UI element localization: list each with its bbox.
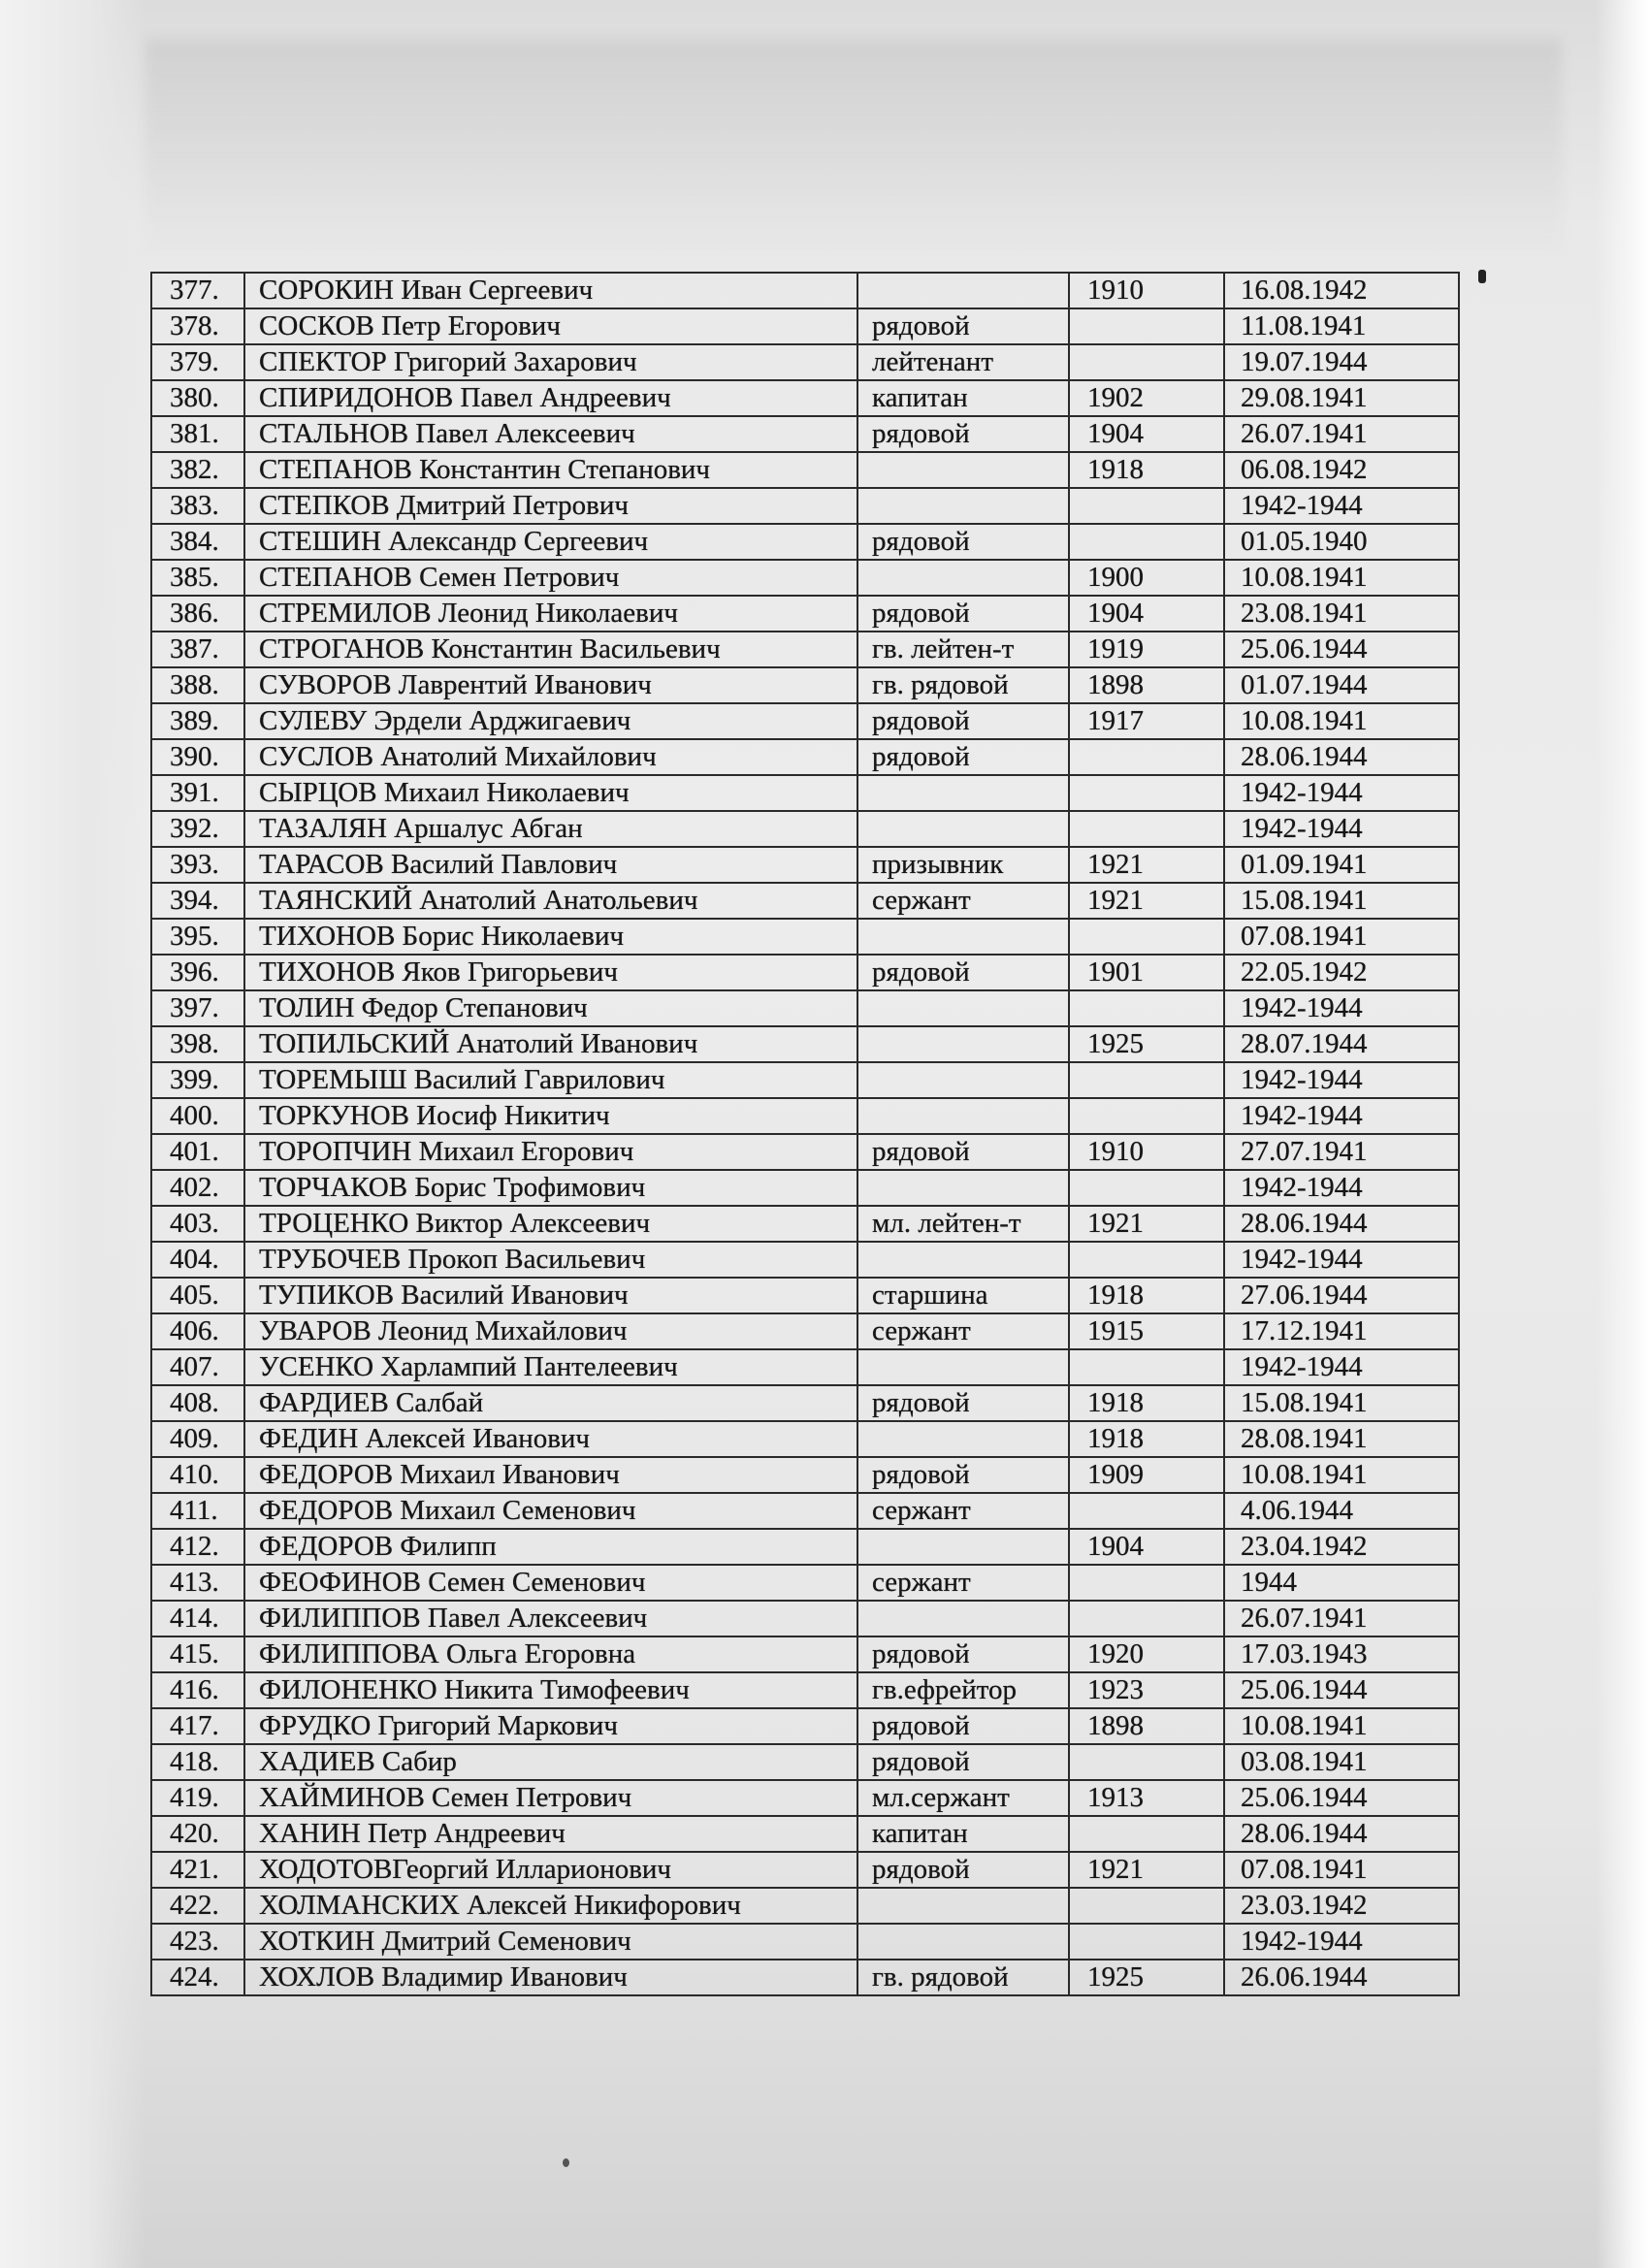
table-row bbox=[151, 1636, 1459, 1672]
date-of-death: 26.07.1941 bbox=[1224, 416, 1459, 452]
date-of-death: 1942-1944 bbox=[1224, 1924, 1459, 1960]
table-row bbox=[151, 990, 1459, 1026]
military-rank: мл.сержант bbox=[857, 1780, 1069, 1816]
row-number: 402. bbox=[151, 1170, 244, 1206]
row-number: 380. bbox=[151, 380, 244, 416]
table-row bbox=[151, 703, 1459, 739]
row-number: 397. bbox=[151, 990, 244, 1026]
table-row bbox=[151, 1493, 1459, 1529]
birth-year: 1910 bbox=[1069, 273, 1224, 308]
military-rank: рядовой bbox=[857, 703, 1069, 739]
table-row bbox=[151, 416, 1459, 452]
table-row bbox=[151, 739, 1459, 775]
person-name: ТОРЧАКОВ Борис Трофимович bbox=[244, 1170, 857, 1206]
person-name: СТРЕМИЛОВ Леонид Николаевич bbox=[244, 596, 857, 632]
military-rank bbox=[857, 1529, 1069, 1565]
table-row bbox=[151, 1457, 1459, 1493]
military-rank: лейтенант bbox=[857, 344, 1069, 380]
table-row bbox=[151, 1601, 1459, 1636]
date-of-death: 03.08.1941 bbox=[1224, 1744, 1459, 1780]
row-number: 411. bbox=[151, 1493, 244, 1529]
military-rank: рядовой bbox=[857, 1134, 1069, 1170]
person-name: ФАРДИЕВ Салбай bbox=[244, 1385, 857, 1421]
date-of-death: 1942-1944 bbox=[1224, 811, 1459, 847]
military-rank: рядовой bbox=[857, 416, 1069, 452]
military-rank bbox=[857, 560, 1069, 596]
date-of-death: 28.08.1941 bbox=[1224, 1421, 1459, 1457]
table-row bbox=[151, 308, 1459, 344]
table-row bbox=[151, 452, 1459, 488]
military-rank: гв. лейтен-т bbox=[857, 632, 1069, 667]
military-rank bbox=[857, 1924, 1069, 1960]
date-of-death: 16.08.1942 bbox=[1224, 273, 1459, 308]
row-number: 418. bbox=[151, 1744, 244, 1780]
birth-year bbox=[1069, 1098, 1224, 1134]
birth-year bbox=[1069, 1565, 1224, 1601]
ink-dot bbox=[563, 2158, 569, 2167]
birth-year: 1913 bbox=[1069, 1780, 1224, 1816]
date-of-death: 01.05.1940 bbox=[1224, 524, 1459, 560]
date-of-death: 10.08.1941 bbox=[1224, 703, 1459, 739]
person-name: ФЕДОРОВ Филипп bbox=[244, 1529, 857, 1565]
scan-shadow bbox=[146, 39, 1562, 252]
military-rank: сержант bbox=[857, 1565, 1069, 1601]
birth-year: 1901 bbox=[1069, 955, 1224, 990]
row-number: 403. bbox=[151, 1206, 244, 1242]
military-rank bbox=[857, 775, 1069, 811]
military-rank: рядовой bbox=[857, 739, 1069, 775]
birth-year bbox=[1069, 919, 1224, 955]
birth-year: 1915 bbox=[1069, 1313, 1224, 1349]
table-row bbox=[151, 1852, 1459, 1888]
birth-year: 1904 bbox=[1069, 596, 1224, 632]
person-name: ТРОЦЕНКО Виктор Алексеевич bbox=[244, 1206, 857, 1242]
person-name: ХАДИЕВ Сабир bbox=[244, 1744, 857, 1780]
birth-year: 1910 bbox=[1069, 1134, 1224, 1170]
table-row bbox=[151, 775, 1459, 811]
casualty-list-table bbox=[150, 272, 1460, 1996]
birth-year bbox=[1069, 344, 1224, 380]
date-of-death: 19.07.1944 bbox=[1224, 344, 1459, 380]
person-name: ТИХОНОВ Борис Николаевич bbox=[244, 919, 857, 955]
birth-year bbox=[1069, 488, 1224, 524]
birth-year bbox=[1069, 1242, 1224, 1278]
row-number: 404. bbox=[151, 1242, 244, 1278]
military-rank: капитан bbox=[857, 380, 1069, 416]
table-row bbox=[151, 955, 1459, 990]
person-name: СТАЛЬНОВ Павел Алексеевич bbox=[244, 416, 857, 452]
date-of-death: 1942-1944 bbox=[1224, 775, 1459, 811]
date-of-death: 29.08.1941 bbox=[1224, 380, 1459, 416]
person-name: УВАРОВ Леонид Михайлович bbox=[244, 1313, 857, 1349]
military-rank bbox=[857, 1098, 1069, 1134]
birth-year bbox=[1069, 1888, 1224, 1924]
birth-year bbox=[1069, 1170, 1224, 1206]
birth-year: 1925 bbox=[1069, 1960, 1224, 1995]
person-name: СПЕКТОР Григорий Захарович bbox=[244, 344, 857, 380]
row-number: 379. bbox=[151, 344, 244, 380]
military-rank bbox=[857, 1421, 1069, 1457]
row-number: 401. bbox=[151, 1134, 244, 1170]
person-name: ХОТКИН Дмитрий Семенович bbox=[244, 1924, 857, 1960]
table-row bbox=[151, 596, 1459, 632]
row-number: 423. bbox=[151, 1924, 244, 1960]
birth-year bbox=[1069, 1349, 1224, 1385]
table-row bbox=[151, 1134, 1459, 1170]
person-name: СУВОРОВ Лаврентий Иванович bbox=[244, 667, 857, 703]
date-of-death: 10.08.1941 bbox=[1224, 1457, 1459, 1493]
table-row bbox=[151, 380, 1459, 416]
person-name: ФЕДОРОВ Михаил Иванович bbox=[244, 1457, 857, 1493]
military-rank bbox=[857, 488, 1069, 524]
military-rank: капитан bbox=[857, 1816, 1069, 1852]
military-rank bbox=[857, 1062, 1069, 1098]
row-number: 392. bbox=[151, 811, 244, 847]
row-number: 398. bbox=[151, 1026, 244, 1062]
table-row bbox=[151, 560, 1459, 596]
person-name: СТЕПАНОВ Семен Петрович bbox=[244, 560, 857, 596]
person-name: СОРОКИН Иван Сергеевич bbox=[244, 273, 857, 308]
table-row bbox=[151, 847, 1459, 883]
row-number: 384. bbox=[151, 524, 244, 560]
date-of-death: 17.03.1943 bbox=[1224, 1636, 1459, 1672]
table-row bbox=[151, 1960, 1459, 1995]
military-rank: рядовой bbox=[857, 1852, 1069, 1888]
military-rank: гв. рядовой bbox=[857, 667, 1069, 703]
date-of-death: 23.03.1942 bbox=[1224, 1888, 1459, 1924]
birth-year: 1898 bbox=[1069, 1708, 1224, 1744]
person-name: СУЛЕВУ Эрдели Арджигаевич bbox=[244, 703, 857, 739]
person-name: СПИРИДОНОВ Павел Андреевич bbox=[244, 380, 857, 416]
date-of-death: 25.06.1944 bbox=[1224, 632, 1459, 667]
row-number: 389. bbox=[151, 703, 244, 739]
person-name: ТОПИЛЬСКИЙ Анатолий Иванович bbox=[244, 1026, 857, 1062]
date-of-death: 1944 bbox=[1224, 1565, 1459, 1601]
person-name: СТЕПКОВ Дмитрий Петрович bbox=[244, 488, 857, 524]
row-number: 410. bbox=[151, 1457, 244, 1493]
person-name: ТАЯНСКИЙ Анатолий Анатольевич bbox=[244, 883, 857, 919]
military-rank bbox=[857, 1170, 1069, 1206]
military-rank bbox=[857, 811, 1069, 847]
military-rank: рядовой bbox=[857, 1744, 1069, 1780]
person-name: ФЕОФИНОВ Семен Семенович bbox=[244, 1565, 857, 1601]
person-name: ТОЛИН Федор Степанович bbox=[244, 990, 857, 1026]
table-row bbox=[151, 1062, 1459, 1098]
row-number: 386. bbox=[151, 596, 244, 632]
birth-year: 1921 bbox=[1069, 847, 1224, 883]
row-number: 412. bbox=[151, 1529, 244, 1565]
military-rank bbox=[857, 1601, 1069, 1636]
row-number: 409. bbox=[151, 1421, 244, 1457]
birth-year bbox=[1069, 1062, 1224, 1098]
row-number: 406. bbox=[151, 1313, 244, 1349]
row-number: 388. bbox=[151, 667, 244, 703]
birth-year: 1900 bbox=[1069, 560, 1224, 596]
person-name: ТИХОНОВ Яков Григорьевич bbox=[244, 955, 857, 990]
table-row bbox=[151, 1672, 1459, 1708]
row-number: 417. bbox=[151, 1708, 244, 1744]
row-number: 422. bbox=[151, 1888, 244, 1924]
table-row bbox=[151, 1421, 1459, 1457]
person-name: ТОРЕМЫШ Василий Гаврилович bbox=[244, 1062, 857, 1098]
date-of-death: 15.08.1941 bbox=[1224, 1385, 1459, 1421]
table-row bbox=[151, 1888, 1459, 1924]
birth-year: 1923 bbox=[1069, 1672, 1224, 1708]
table-row bbox=[151, 524, 1459, 560]
table-row bbox=[151, 1349, 1459, 1385]
birth-year bbox=[1069, 1816, 1224, 1852]
military-rank bbox=[857, 919, 1069, 955]
person-name: ФРУДКО Григорий Маркович bbox=[244, 1708, 857, 1744]
table-row bbox=[151, 632, 1459, 667]
table-row bbox=[151, 883, 1459, 919]
table-row bbox=[151, 1170, 1459, 1206]
row-number: 420. bbox=[151, 1816, 244, 1852]
person-name: ТОРКУНОВ Иосиф Никитич bbox=[244, 1098, 857, 1134]
row-number: 390. bbox=[151, 739, 244, 775]
birth-year: 1918 bbox=[1069, 452, 1224, 488]
birth-year bbox=[1069, 1601, 1224, 1636]
military-rank bbox=[857, 1888, 1069, 1924]
birth-year: 1921 bbox=[1069, 1206, 1224, 1242]
military-rank: старшина bbox=[857, 1278, 1069, 1313]
date-of-death: 1942-1944 bbox=[1224, 1062, 1459, 1098]
person-name: ТОРОПЧИН Михаил Егорович bbox=[244, 1134, 857, 1170]
birth-year bbox=[1069, 1744, 1224, 1780]
birth-year: 1919 bbox=[1069, 632, 1224, 667]
page-left-margin bbox=[0, 0, 146, 2268]
row-number: 381. bbox=[151, 416, 244, 452]
birth-year bbox=[1069, 811, 1224, 847]
birth-year: 1925 bbox=[1069, 1026, 1224, 1062]
person-name: ХОЛМАНСКИХ Алексей Никифорович bbox=[244, 1888, 857, 1924]
person-name: ТРУБОЧЕВ Прокоп Васильевич bbox=[244, 1242, 857, 1278]
birth-year bbox=[1069, 739, 1224, 775]
birth-year bbox=[1069, 775, 1224, 811]
row-number: 421. bbox=[151, 1852, 244, 1888]
ink-speck bbox=[1478, 270, 1486, 283]
table-row bbox=[151, 1780, 1459, 1816]
date-of-death: 23.08.1941 bbox=[1224, 596, 1459, 632]
row-number: 413. bbox=[151, 1565, 244, 1601]
table-row bbox=[151, 919, 1459, 955]
birth-year: 1898 bbox=[1069, 667, 1224, 703]
row-number: 424. bbox=[151, 1960, 244, 1995]
military-rank bbox=[857, 1242, 1069, 1278]
table-row bbox=[151, 344, 1459, 380]
military-rank: мл. лейтен-т bbox=[857, 1206, 1069, 1242]
row-number: 405. bbox=[151, 1278, 244, 1313]
birth-year: 1918 bbox=[1069, 1278, 1224, 1313]
table-row bbox=[151, 1924, 1459, 1960]
date-of-death: 23.04.1942 bbox=[1224, 1529, 1459, 1565]
military-rank: рядовой bbox=[857, 1385, 1069, 1421]
person-name: ФИЛИППОВ Павел Алексеевич bbox=[244, 1601, 857, 1636]
military-rank: рядовой bbox=[857, 524, 1069, 560]
birth-year: 1921 bbox=[1069, 1852, 1224, 1888]
row-number: 377. bbox=[151, 273, 244, 308]
birth-year: 1904 bbox=[1069, 416, 1224, 452]
person-name: ХОДОТОВГеоргий Илларионович bbox=[244, 1852, 857, 1888]
date-of-death: 10.08.1941 bbox=[1224, 560, 1459, 596]
military-rank: рядовой bbox=[857, 955, 1069, 990]
date-of-death: 1942-1944 bbox=[1224, 1349, 1459, 1385]
date-of-death: 28.06.1944 bbox=[1224, 1206, 1459, 1242]
date-of-death: 1942-1944 bbox=[1224, 1242, 1459, 1278]
row-number: 378. bbox=[151, 308, 244, 344]
table-row bbox=[151, 811, 1459, 847]
table-row bbox=[151, 1098, 1459, 1134]
row-number: 407. bbox=[151, 1349, 244, 1385]
table-row bbox=[151, 1313, 1459, 1349]
military-rank: рядовой bbox=[857, 596, 1069, 632]
row-number: 419. bbox=[151, 1780, 244, 1816]
date-of-death: 22.05.1942 bbox=[1224, 955, 1459, 990]
date-of-death: 27.07.1941 bbox=[1224, 1134, 1459, 1170]
date-of-death: 4.06.1944 bbox=[1224, 1493, 1459, 1529]
date-of-death: 01.07.1944 bbox=[1224, 667, 1459, 703]
birth-year: 1921 bbox=[1069, 883, 1224, 919]
date-of-death: 17.12.1941 bbox=[1224, 1313, 1459, 1349]
military-rank: гв. рядовой bbox=[857, 1960, 1069, 1995]
row-number: 383. bbox=[151, 488, 244, 524]
table-row bbox=[151, 1744, 1459, 1780]
person-name: ТАЗАЛЯН Аршалус Абган bbox=[244, 811, 857, 847]
person-name: ХАНИН Петр Андреевич bbox=[244, 1816, 857, 1852]
birth-year: 1902 bbox=[1069, 380, 1224, 416]
birth-year bbox=[1069, 990, 1224, 1026]
row-number: 400. bbox=[151, 1098, 244, 1134]
person-name: УСЕНКО Харлампий Пантелеевич bbox=[244, 1349, 857, 1385]
row-number: 394. bbox=[151, 883, 244, 919]
row-number: 387. bbox=[151, 632, 244, 667]
person-name: ФЕДОРОВ Михаил Семенович bbox=[244, 1493, 857, 1529]
military-rank: рядовой bbox=[857, 1708, 1069, 1744]
row-number: 416. bbox=[151, 1672, 244, 1708]
row-number: 408. bbox=[151, 1385, 244, 1421]
date-of-death: 1942-1944 bbox=[1224, 1170, 1459, 1206]
military-rank: рядовой bbox=[857, 1457, 1069, 1493]
date-of-death: 06.08.1942 bbox=[1224, 452, 1459, 488]
date-of-death: 1942-1944 bbox=[1224, 1098, 1459, 1134]
table-row bbox=[151, 1529, 1459, 1565]
military-rank: призывник bbox=[857, 847, 1069, 883]
military-rank bbox=[857, 452, 1069, 488]
birth-year: 1904 bbox=[1069, 1529, 1224, 1565]
military-rank: сержант bbox=[857, 1493, 1069, 1529]
date-of-death: 26.07.1941 bbox=[1224, 1601, 1459, 1636]
person-name: СТЕШИН Александр Сергеевич bbox=[244, 524, 857, 560]
row-number: 382. bbox=[151, 452, 244, 488]
row-number: 396. bbox=[151, 955, 244, 990]
table-row bbox=[151, 1242, 1459, 1278]
date-of-death: 25.06.1944 bbox=[1224, 1672, 1459, 1708]
row-number: 395. bbox=[151, 919, 244, 955]
military-rank bbox=[857, 273, 1069, 308]
person-name: ХАЙМИНОВ Семен Петрович bbox=[244, 1780, 857, 1816]
person-name: СУСЛОВ Анатолий Михайлович bbox=[244, 739, 857, 775]
military-rank: рядовой bbox=[857, 308, 1069, 344]
row-number: 414. bbox=[151, 1601, 244, 1636]
date-of-death: 28.06.1944 bbox=[1224, 739, 1459, 775]
date-of-death: 26.06.1944 bbox=[1224, 1960, 1459, 1995]
person-name: ФИЛИППОВА Ольга Егоровна bbox=[244, 1636, 857, 1672]
date-of-death: 28.06.1944 bbox=[1224, 1816, 1459, 1852]
person-name: ФИЛОНЕНКО Никита Тимофеевич bbox=[244, 1672, 857, 1708]
person-name: СТЕПАНОВ Константин Степанович bbox=[244, 452, 857, 488]
date-of-death: 11.08.1941 bbox=[1224, 308, 1459, 344]
birth-year bbox=[1069, 524, 1224, 560]
birth-year: 1918 bbox=[1069, 1385, 1224, 1421]
table-row bbox=[151, 1565, 1459, 1601]
person-name: СЫРЦОВ Михаил Николаевич bbox=[244, 775, 857, 811]
date-of-death: 27.06.1944 bbox=[1224, 1278, 1459, 1313]
person-name: ТУПИКОВ Василий Иванович bbox=[244, 1278, 857, 1313]
birth-year bbox=[1069, 308, 1224, 344]
person-name: ТАРАСОВ Василий Павлович bbox=[244, 847, 857, 883]
table-row bbox=[151, 1816, 1459, 1852]
date-of-death: 15.08.1941 bbox=[1224, 883, 1459, 919]
person-name: СТРОГАНОВ Константин Васильевич bbox=[244, 632, 857, 667]
military-rank: сержант bbox=[857, 1313, 1069, 1349]
military-rank: гв.ефрейтор bbox=[857, 1672, 1069, 1708]
birth-year: 1918 bbox=[1069, 1421, 1224, 1457]
date-of-death: 01.09.1941 bbox=[1224, 847, 1459, 883]
military-rank bbox=[857, 1026, 1069, 1062]
date-of-death: 10.08.1941 bbox=[1224, 1708, 1459, 1744]
military-rank: рядовой bbox=[857, 1636, 1069, 1672]
table-row bbox=[151, 1278, 1459, 1313]
row-number: 393. bbox=[151, 847, 244, 883]
birth-year bbox=[1069, 1924, 1224, 1960]
page-right-edge bbox=[1596, 0, 1649, 2268]
date-of-death: 28.07.1944 bbox=[1224, 1026, 1459, 1062]
birth-year: 1917 bbox=[1069, 703, 1224, 739]
birth-year bbox=[1069, 1493, 1224, 1529]
row-number: 391. bbox=[151, 775, 244, 811]
person-name: ФЕДИН Алексей Иванович bbox=[244, 1421, 857, 1457]
birth-year: 1909 bbox=[1069, 1457, 1224, 1493]
person-name: ХОХЛОВ Владимир Иванович bbox=[244, 1960, 857, 1995]
date-of-death: 1942-1944 bbox=[1224, 990, 1459, 1026]
row-number: 399. bbox=[151, 1062, 244, 1098]
table-row bbox=[151, 1708, 1459, 1744]
military-rank: сержант bbox=[857, 883, 1069, 919]
date-of-death: 1942-1944 bbox=[1224, 488, 1459, 524]
military-rank bbox=[857, 1349, 1069, 1385]
date-of-death: 25.06.1944 bbox=[1224, 1780, 1459, 1816]
row-number: 415. bbox=[151, 1636, 244, 1672]
person-name: СОСКОВ Петр Егорович bbox=[244, 308, 857, 344]
table-row bbox=[151, 1206, 1459, 1242]
birth-year: 1920 bbox=[1069, 1636, 1224, 1672]
date-of-death: 07.08.1941 bbox=[1224, 1852, 1459, 1888]
table-row bbox=[151, 1385, 1459, 1421]
table-row bbox=[151, 273, 1459, 308]
military-rank bbox=[857, 990, 1069, 1026]
table-row bbox=[151, 488, 1459, 524]
date-of-death: 07.08.1941 bbox=[1224, 919, 1459, 955]
row-number: 385. bbox=[151, 560, 244, 596]
casualty-list-body bbox=[151, 273, 1459, 1995]
table-row bbox=[151, 667, 1459, 703]
table-row bbox=[151, 1026, 1459, 1062]
